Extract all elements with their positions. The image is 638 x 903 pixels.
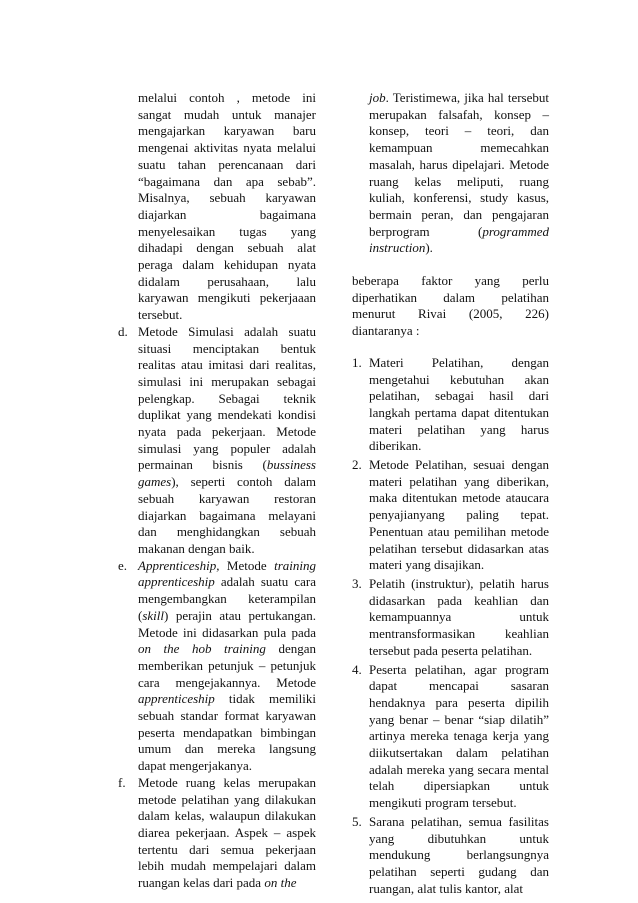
list-marker: 5. bbox=[352, 813, 362, 829]
list-item-text: Peserta pelatihan, agar program dapat mencapai sasaran hendaknya para peserta dipilih yang benar – benar “siap dilatih” artinya mereka tenaga kerja yang diikutsertakan dalam pelatihan adalah mereka yang secara mental telah dipersiapkan untuk mengikuti program tersebut. bbox=[369, 661, 549, 811]
item-c-continuation: melalui contoh , metode ini sangat mudah untuk manajer mengajarkan karyawan baru mengenai aktivitas nyata melalui suatu tahan perencanaan dari “bagaimana dan apa sebab”. Misalnya, sebuah karyawan diajarkan bagaimana menyelesaikan tugas yang dihadapi dengan sebuah alat peraga dalam kehidupan nyata didalam perusahaan, lalu karyawan mengikuti pekerjaaan tersebut. bbox=[138, 90, 316, 323]
list-item-text: Sarana pelatihan, semua fasilitas yang dibutuhkan untuk mendukung berlangsungnya pelatihan seperti gudang dan ruangan, alat tulis kantor, alat bbox=[369, 813, 549, 896]
italic-term: on the hob training bbox=[138, 641, 266, 657]
factor-item-3 bbox=[352, 576, 549, 660]
list-item-text: Materi Pelatihan, dengan mengetahui kebutuhan akan pelatihan, sebagai hasil dari langkah pertama dapat ditentukan materi pelatihan yang harus diberikan. bbox=[369, 354, 549, 454]
text-run: ). bbox=[425, 240, 433, 256]
italic-term: on the bbox=[264, 875, 297, 891]
list-item-text: Pelatih (instruktur), pelatih harus didasarkan pada keahlian dan kemampuannya untuk mentransformasikan keahlian tersebut pada peserta pelatihan. bbox=[369, 575, 549, 658]
list-marker: 1. bbox=[352, 354, 362, 370]
italic-term: Apprenticeship, bbox=[138, 557, 220, 573]
text-run: ) perajin atau pertukangan. Metode ini didasarkan pula pada bbox=[138, 607, 316, 640]
list-item-f bbox=[118, 775, 316, 892]
list-item-text bbox=[138, 558, 316, 775]
item-f-continuation bbox=[369, 90, 549, 257]
italic-term: training apprenticeship bbox=[138, 557, 316, 590]
left-column bbox=[118, 90, 316, 892]
text-run: tidak memiliki sebuah standar format karyawan peserta mendapatkan bimbingan umum dan mereka langsung dapat mengerjakanya. bbox=[138, 691, 316, 774]
text-run: Metode Simulasi adalah suatu situasi menciptakan bentuk realitas atau imitasi dari realitas, simulasi ini merupakan sebagai pelengkap. Sebagai teknik duplikat yang mendekati kondisi nyata pada pekerjaan. Metode simulasi yang populer adalah permainan bisnis ( bbox=[138, 323, 316, 473]
list-marker: f. bbox=[118, 774, 126, 790]
factor-item-4 bbox=[352, 662, 549, 812]
list-item-d bbox=[118, 324, 316, 558]
text-run: adalah suatu cara mengembangkan keterampilan ( bbox=[138, 574, 316, 623]
right-column bbox=[352, 90, 549, 899]
factor-item-2 bbox=[352, 457, 549, 574]
list-item-text bbox=[138, 324, 316, 558]
italic-term: programmed instruction bbox=[369, 223, 549, 256]
list-item-text bbox=[138, 775, 316, 892]
italic-term: apprenticeship bbox=[138, 691, 215, 707]
text-run: . Teristimewa, jika hal tersebut merupakan falsafah, konsep – konsep, teori – teori, dan kemampuan memecahkan masalah, harus dipelajari. Metode ruang kelas meliputi, ruang kuliah, konferensi, study kasus, bermain peran, dan pengajaran berprogram ( bbox=[369, 90, 549, 239]
text-run: dengan memberikan petunjuk – petunjuk cara mengejakannya. Metode bbox=[138, 641, 316, 690]
italic-term: skill bbox=[142, 607, 165, 623]
factor-list bbox=[352, 355, 549, 898]
text-run: ), seperti contoh dalam sebuah karyawan restoran diajarkan bagaimana melayani dan menghidangkan sebuah makanan dengan baik. bbox=[138, 474, 316, 556]
text-run: Metode ruang kelas merupakan metode pelatihan yang dilakukan dalam kelas, walaupun dilakukan diarea pekerjaan. Aspek – aspek tertentu dari semua pekerjaan lebih mudah mempelajari dalam ruangan kelas dari pada bbox=[138, 774, 316, 891]
list-marker: 3. bbox=[352, 575, 362, 591]
factor-item-1 bbox=[352, 355, 549, 455]
list-marker: d. bbox=[118, 323, 128, 339]
list-marker: 4. bbox=[352, 661, 362, 677]
text-run: Metode bbox=[219, 557, 275, 573]
italic-term: bussiness games bbox=[138, 457, 316, 490]
list-marker: e. bbox=[118, 557, 128, 573]
list-item-e bbox=[118, 558, 316, 775]
list-marker: 2. bbox=[352, 457, 362, 473]
intro-paragraph: beberapa faktor yang perlu diperhatikan dalam pelatihan menurut Rivai (2005, 226) diantaranya : bbox=[352, 273, 549, 339]
italic-term: job bbox=[369, 90, 386, 105]
factor-item-5 bbox=[352, 814, 549, 898]
list-item-text: Metode Pelatihan, sesuai dengan materi pelatihan yang diberikan, maka ditentukan metode ataucara penyajianyang paling tepat. Penentuan atau pemilihan metode pelatihan tersebut didasarkan atas materi yang disajikan. bbox=[369, 457, 549, 573]
